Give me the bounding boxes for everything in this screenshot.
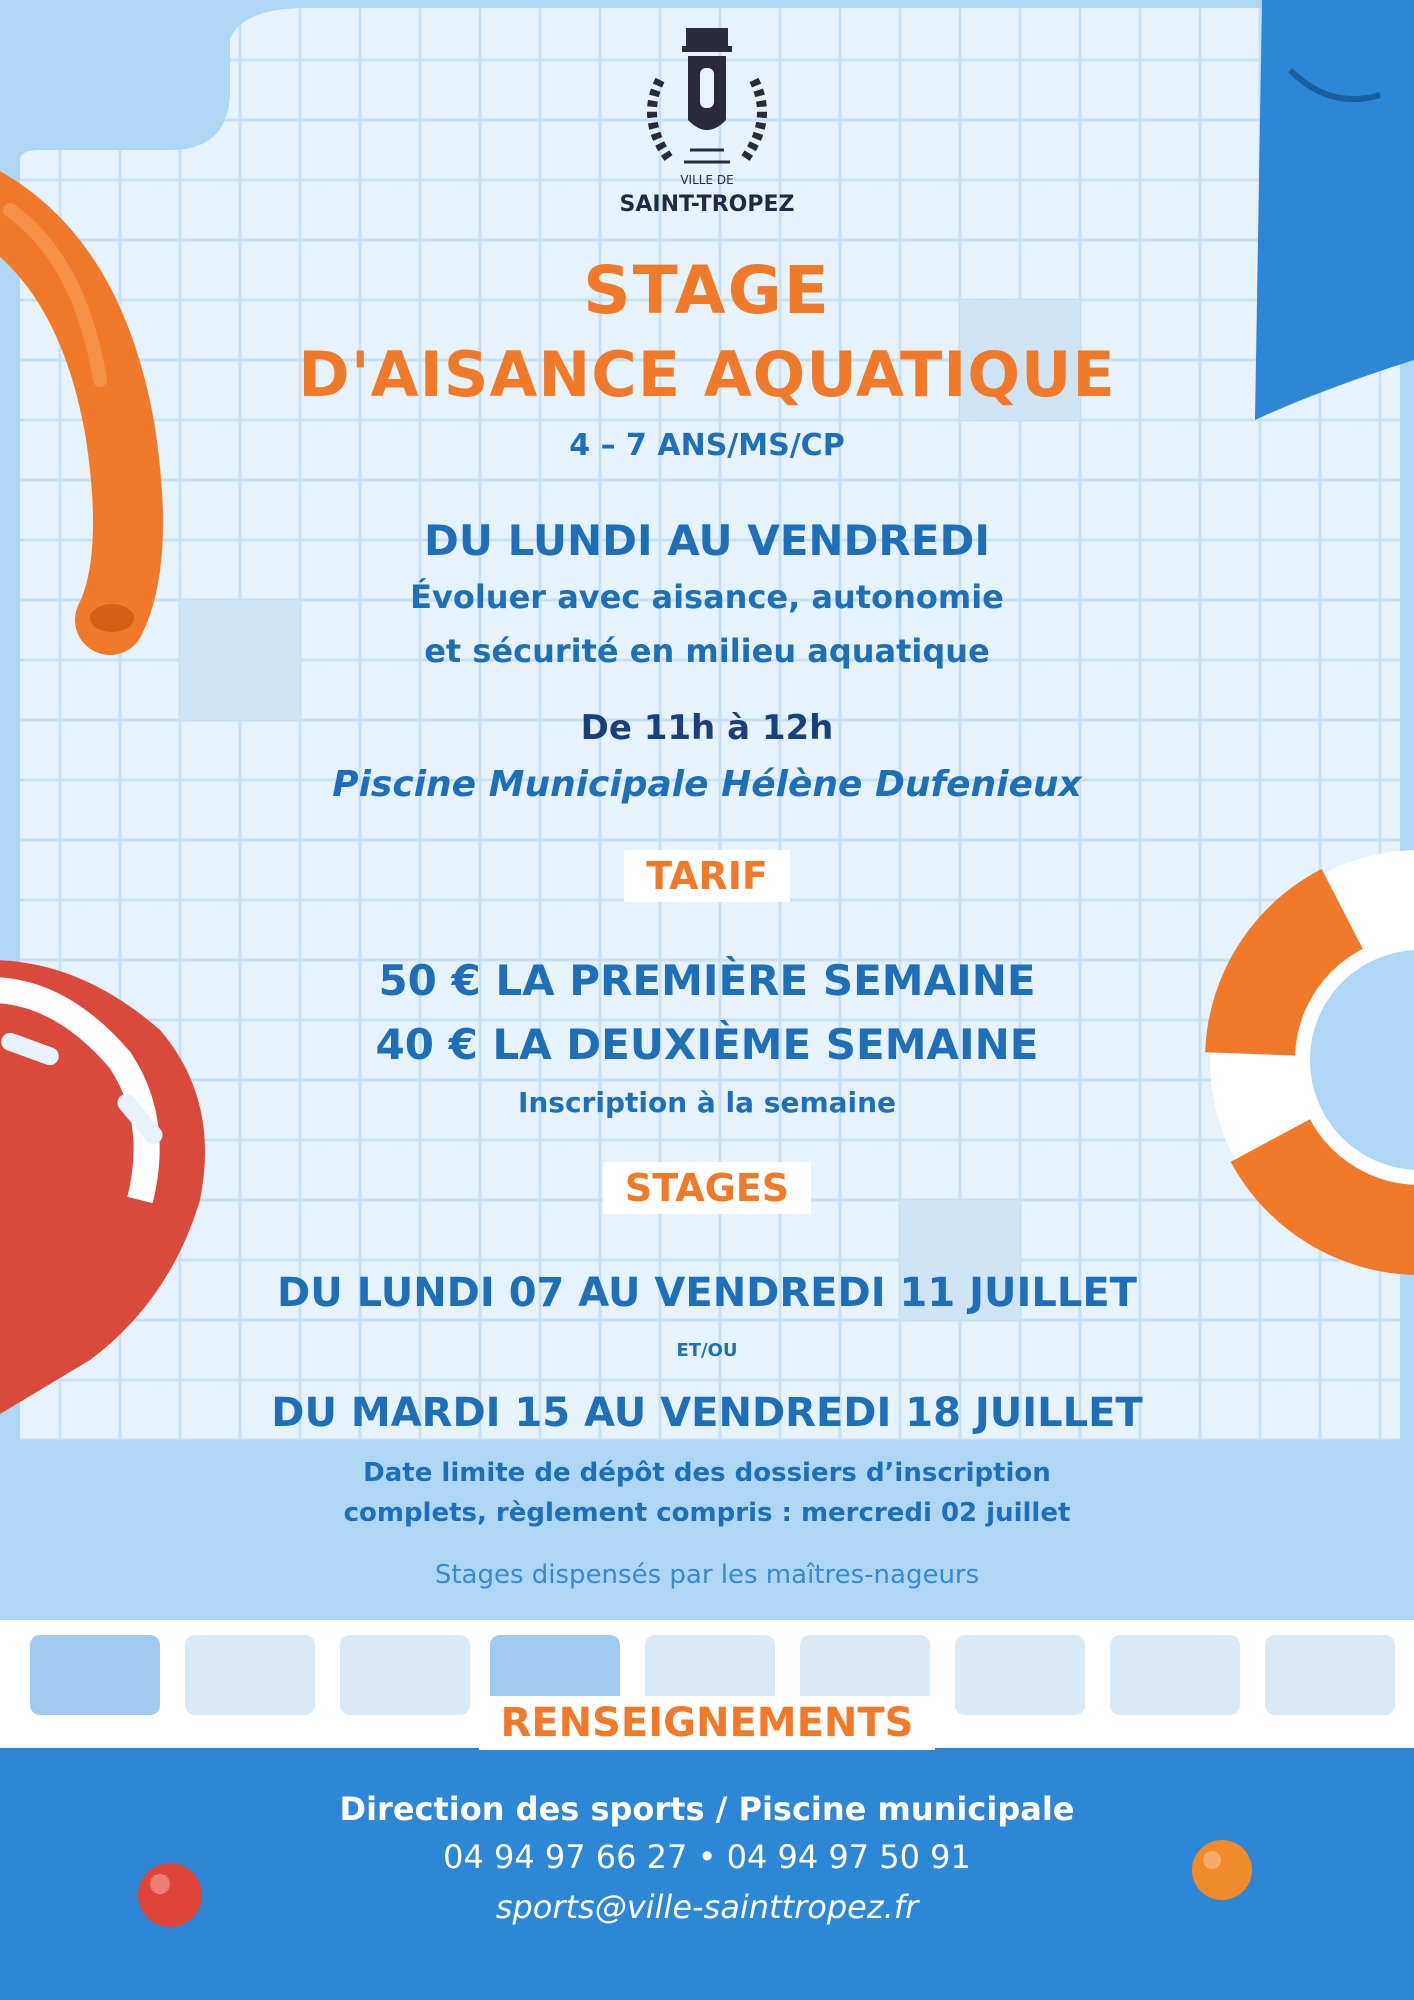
deadline-line-2: complets, règlement compris : mercredi 02 juillet bbox=[343, 1498, 1071, 1528]
session-connector: ET/OU bbox=[676, 1340, 738, 1361]
session-2: DU MARDI 15 AU VENDREDI 18 JUILLET bbox=[271, 1390, 1143, 1436]
title-line-2: D'AISANCE AQUATIQUE bbox=[298, 338, 1116, 411]
days-heading: DU LUNDI AU VENDREDI bbox=[424, 516, 990, 565]
crest-label bbox=[0, 173, 1414, 187]
goal-line-2: et sécurité en milieu aquatique bbox=[424, 632, 990, 670]
city-name: SAINT-TROPEZ bbox=[619, 192, 795, 217]
tarif-label-wrap bbox=[0, 850, 1414, 902]
contact-phones: 04 94 97 66 27 • 04 94 97 50 91 bbox=[443, 1838, 971, 1876]
instructors-note: Stages dispensés par les maîtres-nageurs bbox=[434, 1560, 980, 1590]
contact-label: RENSEIGNEMENTS bbox=[479, 1696, 936, 1750]
crest-small-text: VILLE DE bbox=[680, 173, 734, 187]
age-range: 4 – 7 ANS/MS/CP bbox=[569, 428, 845, 463]
goal-line-1: Évoluer avec aisance, autonomie bbox=[410, 578, 1004, 616]
contact-org: Direction des sports / Piscine municipale bbox=[339, 1790, 1075, 1828]
tarif-week-2: 40 € LA DEUXIÈME SEMAINE bbox=[375, 1020, 1039, 1069]
stages-label: STAGES bbox=[603, 1162, 811, 1214]
session-1: DU LUNDI 07 AU VENDREDI 11 JUILLET bbox=[277, 1270, 1137, 1316]
title-line-1: STAGE bbox=[583, 252, 831, 329]
venue: Piscine Municipale Hélène Dufenieux bbox=[332, 764, 1082, 805]
tarif-label: TARIF bbox=[624, 850, 790, 902]
tarif-note: Inscription à la semaine bbox=[517, 1086, 897, 1119]
stages-label-wrap bbox=[0, 1162, 1414, 1214]
hours: De 11h à 12h bbox=[580, 708, 834, 748]
tarif-week-1: 50 € LA PREMIÈRE SEMAINE bbox=[378, 956, 1036, 1005]
contact-email[interactable]: sports@ville-sainttropez.fr bbox=[495, 1888, 919, 1926]
deadline-line-1: Date limite de dépôt des dossiers d’inscription bbox=[363, 1458, 1051, 1488]
contact-label-wrap bbox=[0, 1696, 1414, 1750]
